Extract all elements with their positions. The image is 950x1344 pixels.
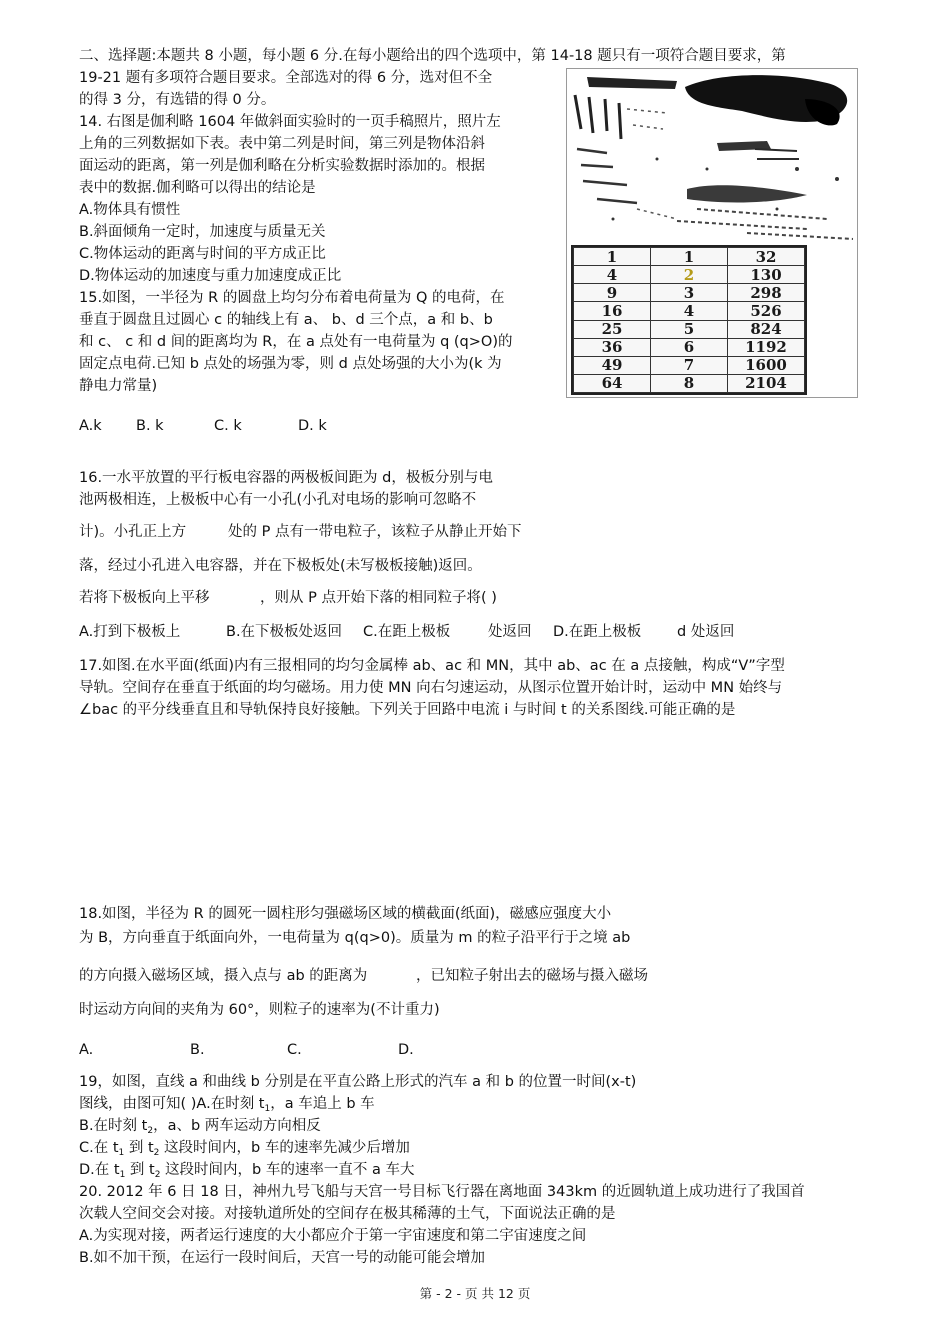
section-header-line-1: 二、选择题:本题共 8 小题，每小题 6 分.在每小题给出的四个选项中，第 14-18 题只有一项符合题目要求，第 xyxy=(79,48,786,64)
q18-line-3b: ，已知粒子射出去的磁场与摄入磁场 xyxy=(416,968,648,984)
table-row xyxy=(574,338,805,356)
q18-option-b: B. xyxy=(190,1042,205,1058)
q20-option-a: A.为实现对接，两者运行速度的大小都应介于第一宇宙速度和第二宇宙速度之间 xyxy=(79,1228,587,1244)
q14-line-3: 面运动的距离，第一列是伽利略在分析实验数据时添加的。根据 xyxy=(79,158,485,174)
q16-option-c-2: 处返回 xyxy=(488,624,532,640)
q14-line-1: 14. 右图是伽利略 1604 年做斜面实验时的一页手稿照片，照片左 xyxy=(79,114,501,130)
table-row xyxy=(574,320,805,338)
table-row xyxy=(574,302,805,320)
q14-option-d: D.物体运动的加速度与重力加速度成正比 xyxy=(79,268,342,284)
q19-option-b: B.在时刻 $t_2$，a、b 两车运动方向相反 xyxy=(79,1118,321,1136)
table-cell: 1 xyxy=(651,248,728,266)
q15-option-d: D. k xyxy=(298,418,327,434)
q18-line-3a: 的方向摄入磁场区域，摄入点与 ab 的距离为 xyxy=(79,968,368,984)
q19-option-c: C.在 $t_1$ 到 $t_2$ 这段时间内，b 车的速率先减少后增加 xyxy=(79,1140,410,1158)
manuscript-ink-image xyxy=(567,69,857,245)
galileo-data-table-wrap xyxy=(571,245,807,395)
q16-option-c-1: C.在距上极板 xyxy=(363,624,451,640)
q17-line-3: ∠bac 的平分线垂直且和导轨保持良好接触。下列关于回路中电流 i 与时间 t 的关系图线.可能正确的是 xyxy=(79,702,736,718)
galileo-data-table xyxy=(573,247,805,393)
q15-option-a: A.k xyxy=(79,418,102,434)
table-cell: 298 xyxy=(728,284,805,302)
q15-line-2: 垂直于圆盘且过圆心 c 的轴线上有 a、 b、d 三个点，a 和 b、b xyxy=(79,312,493,328)
q16-option-a: A.打到下极板上 xyxy=(79,624,181,640)
table-cell: 4 xyxy=(651,302,728,320)
q18-option-d: D. xyxy=(398,1042,414,1058)
q20-line-2: 次载人空间交会对接。对接轨道所处的空间存在极其稀薄的土气，下面说法正确的是 xyxy=(79,1206,616,1222)
table-row xyxy=(574,356,805,374)
table-cell: 2104 xyxy=(728,374,805,392)
q15-line-1: 15.如图，一半径为 R 的圆盘上均匀分布着电荷量为 Q 的电荷，在 xyxy=(79,290,505,306)
q19-option-d: D.在 $t_1$ 到 $t_2$ 这段时间内，b 车的速率一直不 a 车大 xyxy=(79,1162,415,1180)
q16-line-5a: 若将下极板向上平移 xyxy=(79,590,210,606)
q19-line-2: 图线，由图可知( )A.在时刻 $t_1$，a 车追上 b 车 xyxy=(79,1096,375,1114)
q15-line-5: 静电力常量) xyxy=(79,378,158,394)
table-cell: 16 xyxy=(574,302,651,320)
page-footer: 第 - 2 - 页 共 12 页 xyxy=(419,1286,531,1301)
q16-option-d-1: D.在距上极板 xyxy=(553,624,642,640)
q19-line-1: 19，如图，直线 a 和曲线 b 分别是在平直公路上形式的汽车 a 和 b 的位置一时间(x-t) xyxy=(79,1074,637,1090)
q16-line-4: 落，经过小孔进入电容器，并在下极板处(未写极板接触)返回。 xyxy=(79,558,482,574)
table-cell: 1 xyxy=(574,248,651,266)
q17-line-2: 导轨。空间存在垂直于纸面的均匀磁场。用力使 MN 向右匀速运动，从图示位置开始计时，运动中 MN 始终与 xyxy=(79,680,783,696)
q16-option-b: B.在下极板处返回 xyxy=(226,624,343,640)
q18-line-4: 时运动方向间的夹角为 60°，则粒子的速率为(不计重力) xyxy=(79,1002,440,1018)
table-cell: 2 xyxy=(651,266,728,284)
table-cell: 6 xyxy=(651,338,728,356)
q20-line-1: 20. 2012 年 6 日 18 日，神州九号飞船与天宫一号目标飞行器在离地面 343km 的近圆轨道上成功进行了我国首 xyxy=(79,1184,805,1200)
table-row xyxy=(574,248,805,266)
section-header-line-2: 19-21 题有多项符合题目要求。全部选对的得 6 分，选对但不全 xyxy=(79,70,493,86)
q18-option-a: A. xyxy=(79,1042,94,1058)
q14-line-4: 表中的数据.伽利略可以得出的结论是 xyxy=(79,180,316,196)
q16-line-2: 池两极相连，上极板中心有一小孔(小孔对电场的影响可忽略不 xyxy=(79,492,477,508)
table-cell: 9 xyxy=(574,284,651,302)
table-cell: 4 xyxy=(574,266,651,284)
table-row xyxy=(574,284,805,302)
q14-line-2: 上角的三列数据如下表。表中第二列是时间，第三列是物体沿斜 xyxy=(79,136,485,152)
section-header-line-3: 的得 3 分，有选错的得 0 分。 xyxy=(79,92,276,108)
q15-option-b: B. k xyxy=(136,418,164,434)
q18-option-c: C. xyxy=(287,1042,302,1058)
table-row xyxy=(574,266,805,284)
table-cell: 1600 xyxy=(728,356,805,374)
galileo-manuscript-photo xyxy=(566,68,858,398)
q16-line-3b: 处的 P 点有一带电粒子，该粒子从静止开始下 xyxy=(228,524,522,540)
table-cell: 1192 xyxy=(728,338,805,356)
table-cell: 64 xyxy=(574,374,651,392)
q16-option-d-2: d 处返回 xyxy=(677,624,735,640)
table-row xyxy=(574,374,805,392)
q18-line-1: 18.如图，半径为 R 的圆死一圆柱形匀强磁场区域的横截面(纸面)，磁感应强度大小 xyxy=(79,906,612,922)
q16-line-3a: 计)。小孔正上方 xyxy=(79,524,187,540)
table-cell: 36 xyxy=(574,338,651,356)
q14-option-c: C.物体运动的距离与时间的平方成正比 xyxy=(79,246,326,262)
table-cell: 25 xyxy=(574,320,651,338)
table-cell: 526 xyxy=(728,302,805,320)
q15-line-3: 和 c、 c 和 d 间的距离均为 R，在 a 点处有一电荷量为 q (q>O)的 xyxy=(79,334,513,350)
table-cell: 3 xyxy=(651,284,728,302)
q14-option-b: B.斜面倾角一定时，加速度与质量无关 xyxy=(79,224,326,240)
q16-line-1: 16.一水平放置的平行板电容器的两极板间距为 d，极板分别与电 xyxy=(79,470,493,486)
table-cell: 5 xyxy=(651,320,728,338)
q18-line-2: 为 B，方向垂直于纸面向外，一电荷量为 q(q>0)。质量为 m 的粒子沿平行于之境 ab xyxy=(79,930,631,946)
table-cell: 7 xyxy=(651,356,728,374)
q20-option-b: B.如不加干预，在运行一段时间后，天宫一号的动能可能会增加 xyxy=(79,1250,486,1266)
q14-option-a: A.物体具有惯性 xyxy=(79,202,181,218)
q17-line-1: 17.如图.在水平面(纸面)内有三报相同的均匀金属棒 ab、ac 和 MN，其中 ab、ac 在 a 点接触，构成“V”字型 xyxy=(79,658,785,674)
q15-option-c: C. k xyxy=(214,418,242,434)
table-cell: 49 xyxy=(574,356,651,374)
q15-line-4: 固定点电荷.已知 b 点处的场强为零，则 d 点处场强的大小为(k 为 xyxy=(79,356,502,372)
table-cell: 8 xyxy=(651,374,728,392)
table-cell: 32 xyxy=(728,248,805,266)
table-cell: 824 xyxy=(728,320,805,338)
q16-line-5b: ，则从 P 点开始下落的相同粒子将( ) xyxy=(260,590,497,606)
table-cell: 130 xyxy=(728,266,805,284)
